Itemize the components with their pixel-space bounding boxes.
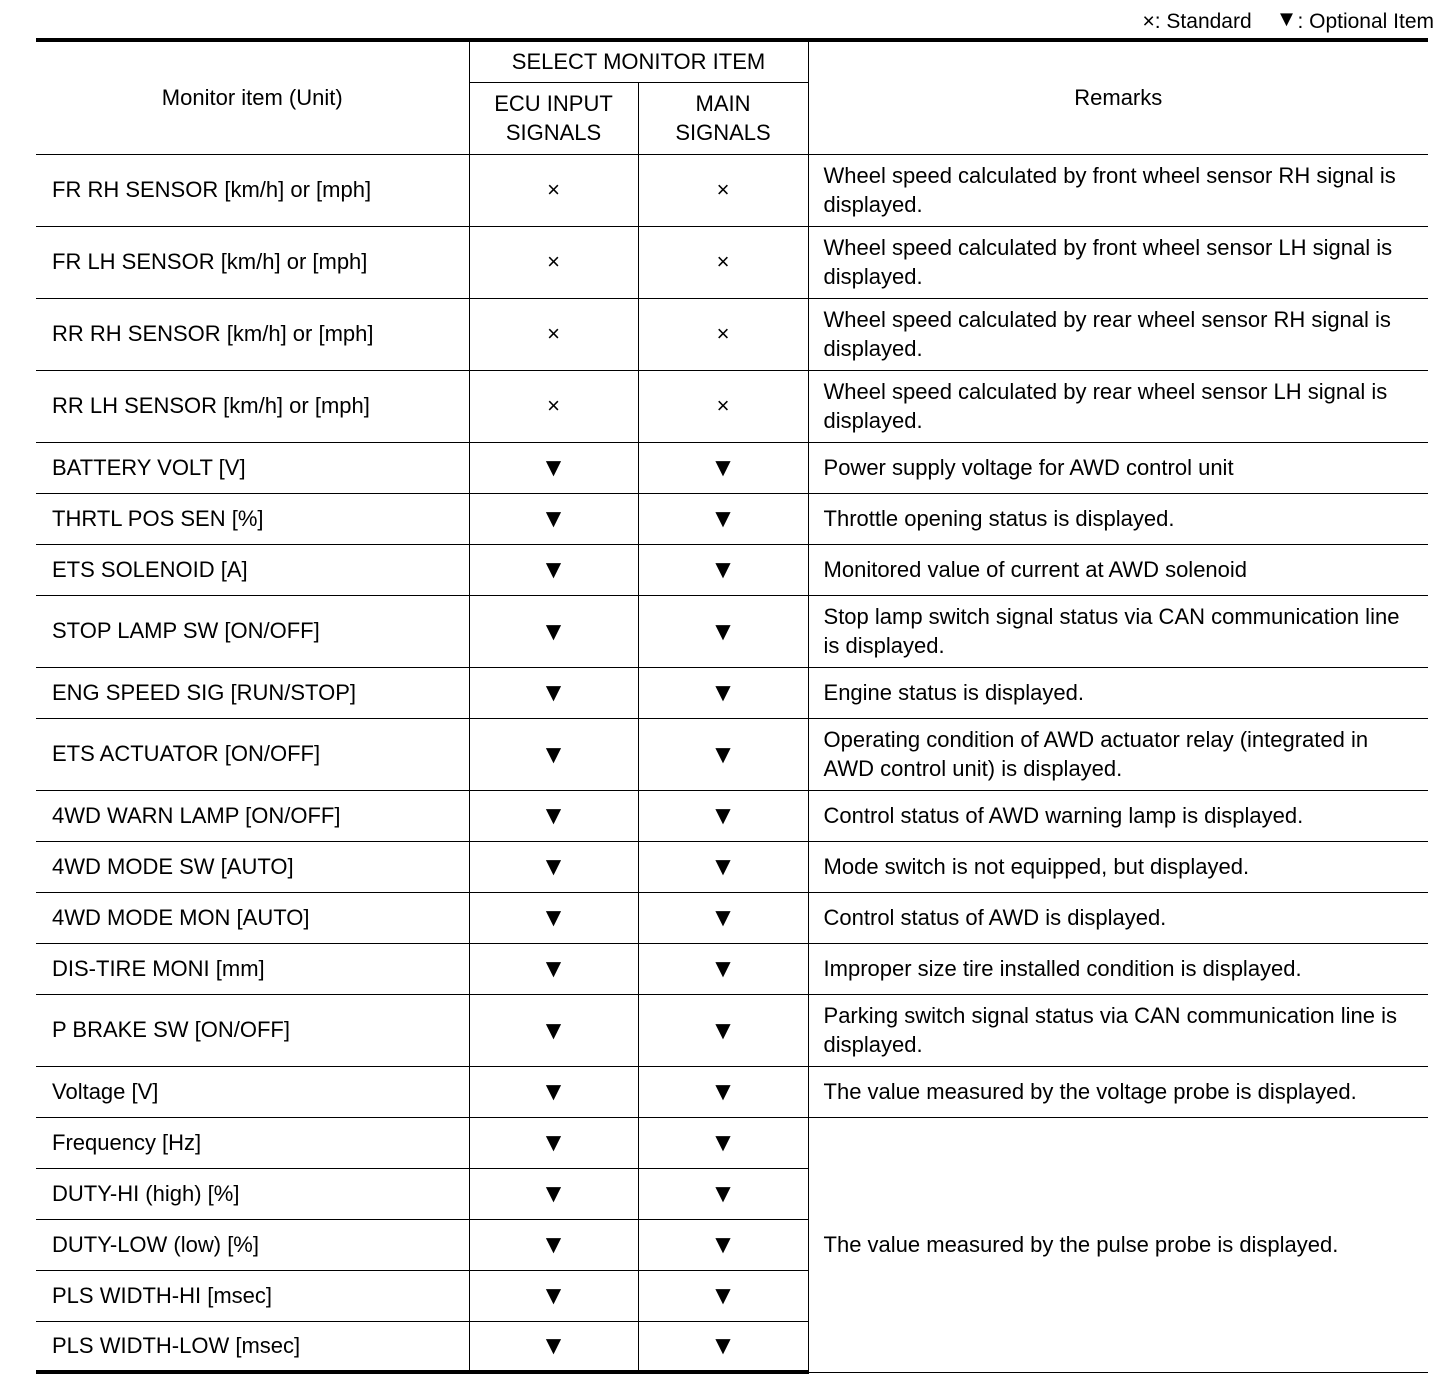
monitor-item-cell: FR RH SENSOR [km/h] or [mph] xyxy=(36,154,469,226)
ecu-input-signal-mark xyxy=(469,1270,638,1321)
table-body xyxy=(36,154,1428,1372)
monitor-item-cell: RR RH SENSOR [km/h] or [mph] xyxy=(36,298,469,370)
remarks-cell: Power supply voltage for AWD control unit xyxy=(808,442,1428,493)
ecu-input-signal-mark xyxy=(469,442,638,493)
symbol-legend xyxy=(1142,8,1434,34)
optional-label: : Optional Item xyxy=(1297,10,1434,33)
optional-item-mark: ▼ xyxy=(540,738,567,769)
standard-item-mark: × xyxy=(716,393,730,418)
table-row xyxy=(36,943,1428,994)
standard-item-mark: × xyxy=(547,177,560,202)
ecu-input-signal-mark xyxy=(469,493,638,544)
table-row xyxy=(36,154,1428,226)
main-signal-mark xyxy=(638,442,808,493)
optional-item-mark: ▼ xyxy=(710,1127,736,1157)
remarks-cell: Throttle opening status is displayed. xyxy=(808,493,1428,544)
optional-item-mark: ▼ xyxy=(540,851,567,881)
optional-item-mark: ▼ xyxy=(710,452,736,482)
remarks-cell: Wheel speed calculated by rear wheel sensor RH signal is displayed. xyxy=(808,298,1428,370)
monitor-item-cell: PLS WIDTH-LOW [msec] xyxy=(36,1321,469,1372)
main-signal-mark xyxy=(638,994,808,1066)
optional-item-mark: ▼ xyxy=(540,1229,567,1259)
table-row xyxy=(36,226,1428,298)
table-row xyxy=(36,841,1428,892)
main-signal-mark xyxy=(638,718,808,790)
optional-item-mark: ▼ xyxy=(710,1330,736,1361)
monitor-item-cell: DUTY-LOW (low) [%] xyxy=(36,1219,469,1270)
header-ecu-input-signals: ECU INPUT SIGNALS xyxy=(469,82,638,154)
remarks-cell: Parking switch signal status via CAN communication line is displayed. xyxy=(808,994,1428,1066)
main-signal-mark xyxy=(638,154,808,226)
optional-item-mark: ▼ xyxy=(540,1178,567,1208)
optional-item-mark: ▼ xyxy=(540,953,567,983)
ecu-input-signal-mark xyxy=(469,841,638,892)
optional-item-mark: ▼ xyxy=(540,1127,567,1157)
monitor-item-cell: ETS SOLENOID [A] xyxy=(36,544,469,595)
ecu-input-signal-mark xyxy=(469,226,638,298)
main-signal-mark xyxy=(638,1219,808,1270)
main-signal-mark xyxy=(638,226,808,298)
main-signal-mark xyxy=(638,298,808,370)
optional-item-mark: ▼ xyxy=(710,1014,736,1045)
optional-item-mark: ▼ xyxy=(710,677,736,707)
optional-item-mark: ▼ xyxy=(540,615,567,646)
ecu-input-signal-mark xyxy=(469,1321,638,1372)
ecu-input-signal-mark xyxy=(469,1168,638,1219)
table-row xyxy=(36,790,1428,841)
monitor-item-cell: 4WD WARN LAMP [ON/OFF] xyxy=(36,790,469,841)
ecu-input-signal-mark xyxy=(469,154,638,226)
ecu-input-signal-mark xyxy=(469,943,638,994)
optional-item-mark: ▼ xyxy=(710,851,736,881)
standard-item-mark: × xyxy=(547,321,560,346)
main-signal-mark xyxy=(638,370,808,442)
standard-item-mark: × xyxy=(716,249,730,274)
table-row xyxy=(36,298,1428,370)
monitor-item-cell: ENG SPEED SIG [RUN/STOP] xyxy=(36,667,469,718)
remarks-cell: Mode switch is not equipped, but displayed. xyxy=(808,841,1428,892)
monitor-item-cell: THRTL POS SEN [%] xyxy=(36,493,469,544)
header-monitor-item: Monitor item (Unit) xyxy=(36,40,469,154)
header-select-monitor-item: SELECT MONITOR ITEM xyxy=(469,40,808,82)
remarks-cell: Wheel speed calculated by front wheel sensor RH signal is displayed. xyxy=(808,154,1428,226)
monitor-item-cell: STOP LAMP SW [ON/OFF] xyxy=(36,595,469,667)
main-signal-mark xyxy=(638,667,808,718)
main-signal-mark xyxy=(638,790,808,841)
header-main-signals: MAIN SIGNALS xyxy=(638,82,808,154)
remarks-cell: Improper size tire installed condition is displayed. xyxy=(808,943,1428,994)
ecu-input-signal-mark xyxy=(469,544,638,595)
table-row xyxy=(36,994,1428,1066)
optional-item-mark: ▼ xyxy=(710,800,736,830)
table-row xyxy=(36,892,1428,943)
ecu-input-signal-mark xyxy=(469,1066,638,1117)
ecu-input-signal-mark xyxy=(469,1219,638,1270)
remarks-cell: Wheel speed calculated by front wheel sensor LH signal is displayed. xyxy=(808,226,1428,298)
optional-item-mark: ▼ xyxy=(540,677,567,707)
optional-item-mark: ▼ xyxy=(710,902,736,932)
optional-item-mark: ▼ xyxy=(710,1178,736,1208)
optional-item-mark: ▼ xyxy=(710,738,736,769)
standard-label: : Standard xyxy=(1154,10,1252,33)
standard-symbol: × xyxy=(1142,10,1155,33)
optional-item-mark: ▼ xyxy=(540,1076,567,1106)
monitor-item-cell: BATTERY VOLT [V] xyxy=(36,442,469,493)
optional-item-mark: ▼ xyxy=(540,1330,567,1361)
main-signal-mark xyxy=(638,1321,808,1372)
standard-item-mark: × xyxy=(547,393,560,418)
main-signal-mark xyxy=(638,892,808,943)
table-row xyxy=(36,667,1428,718)
ecu-input-signal-mark xyxy=(469,994,638,1066)
table-row xyxy=(36,1117,1428,1168)
header-remarks: Remarks xyxy=(808,40,1428,154)
ecu-input-signal-mark xyxy=(469,790,638,841)
remarks-cell: Engine status is displayed. xyxy=(808,667,1428,718)
remarks-cell: Stop lamp switch signal status via CAN communication line is displayed. xyxy=(808,595,1428,667)
optional-item-mark: ▼ xyxy=(710,615,736,646)
remarks-cell: Monitored value of current at AWD solenoid xyxy=(808,544,1428,595)
table-row xyxy=(36,1066,1428,1117)
monitor-item-cell: 4WD MODE MON [AUTO] xyxy=(36,892,469,943)
monitor-item-cell: PLS WIDTH-HI [msec] xyxy=(36,1270,469,1321)
monitor-item-cell: FR LH SENSOR [km/h] or [mph] xyxy=(36,226,469,298)
table-row xyxy=(36,370,1428,442)
optional-item-mark: ▼ xyxy=(540,902,567,932)
standard-item-mark: × xyxy=(716,321,730,346)
main-signal-mark xyxy=(638,943,808,994)
main-signal-mark xyxy=(638,841,808,892)
main-signal-mark xyxy=(638,1117,808,1168)
optional-item-mark: ▼ xyxy=(540,503,567,533)
optional-item-mark: ▼ xyxy=(710,503,736,533)
optional-item-mark: ▼ xyxy=(710,1229,736,1259)
optional-item-mark: ▼ xyxy=(710,554,736,584)
table-row xyxy=(36,595,1428,667)
optional-item-mark: ▼ xyxy=(540,452,567,482)
monitor-item-cell: P BRAKE SW [ON/OFF] xyxy=(36,994,469,1066)
ecu-input-signal-mark xyxy=(469,667,638,718)
ecu-input-signal-mark xyxy=(469,718,638,790)
table-row xyxy=(36,493,1428,544)
monitor-item-cell: DIS-TIRE MONI [mm] xyxy=(36,943,469,994)
ecu-input-signal-mark xyxy=(469,370,638,442)
ecu-input-signal-mark xyxy=(469,298,638,370)
optional-item-mark: ▼ xyxy=(710,1076,736,1106)
remarks-cell: Control status of AWD is displayed. xyxy=(808,892,1428,943)
optional-item-mark: ▼ xyxy=(540,1014,567,1045)
monitor-item-cell: DUTY-HI (high) [%] xyxy=(36,1168,469,1219)
remarks-cell: Control status of AWD warning lamp is displayed. xyxy=(808,790,1428,841)
standard-item-mark: × xyxy=(547,249,560,274)
monitor-item-cell: 4WD MODE SW [AUTO] xyxy=(36,841,469,892)
remarks-cell: Wheel speed calculated by rear wheel sensor LH signal is displayed. xyxy=(808,370,1428,442)
remarks-cell: Operating condition of AWD actuator relay (integrated in AWD control unit) is displayed. xyxy=(808,718,1428,790)
ecu-input-signal-mark xyxy=(469,892,638,943)
main-signal-mark xyxy=(638,544,808,595)
optional-item-mark: ▼ xyxy=(540,554,567,584)
remarks-cell: The value measured by the voltage probe is displayed. xyxy=(808,1066,1428,1117)
standard-item-mark: × xyxy=(716,177,730,202)
monitor-item-cell: ETS ACTUATOR [ON/OFF] xyxy=(36,718,469,790)
table-row xyxy=(36,718,1428,790)
optional-item-mark: ▼ xyxy=(710,953,736,983)
ecu-input-signal-mark xyxy=(469,595,638,667)
monitor-item-table xyxy=(36,38,1428,1374)
ecu-input-signal-mark xyxy=(469,1117,638,1168)
optional-symbol: ▼ xyxy=(1275,6,1298,31)
monitor-item-cell: RR LH SENSOR [km/h] or [mph] xyxy=(36,370,469,442)
optional-item-mark: ▼ xyxy=(710,1280,736,1310)
optional-item-mark: ▼ xyxy=(540,1280,567,1310)
optional-item-mark: ▼ xyxy=(540,800,567,830)
monitor-item-cell: Voltage [V] xyxy=(36,1066,469,1117)
main-signal-mark xyxy=(638,1066,808,1117)
main-signal-mark xyxy=(638,595,808,667)
monitor-item-cell: Frequency [Hz] xyxy=(36,1117,469,1168)
table-row xyxy=(36,544,1428,595)
main-signal-mark xyxy=(638,1168,808,1219)
pulse-probe-remarks-cell: The value measured by the pulse probe is displayed. xyxy=(808,1117,1428,1372)
main-signal-mark xyxy=(638,1270,808,1321)
main-signal-mark xyxy=(638,493,808,544)
table-row xyxy=(36,442,1428,493)
